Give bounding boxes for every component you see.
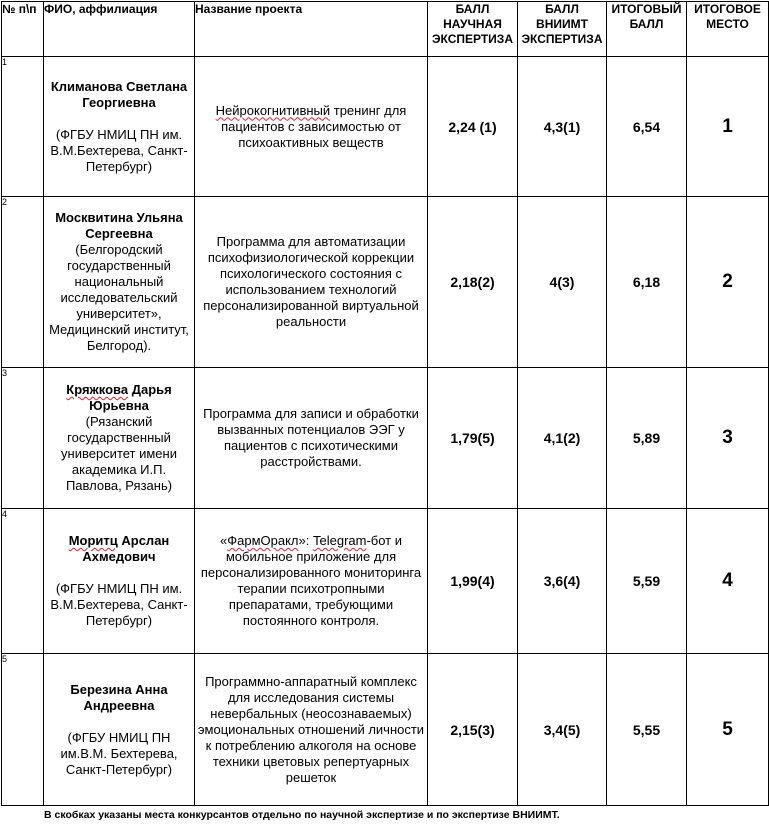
project-title-part: « <box>220 533 228 548</box>
participant-name: Москвитина Ульяна Сергеевна <box>55 210 183 241</box>
final-place: 3 <box>687 368 769 509</box>
participant-affiliation: (Белгородский государственный национальный исследовательский университет», Медицинский институт, Белгород). <box>49 242 189 353</box>
header-vniimt-score: БАЛЛ ВНИИМТ ЭКСПЕРТИЗА <box>518 2 607 57</box>
total-score: 5,55 <box>607 654 687 806</box>
project-title-part: -бот и мобильное приложение для персонализированного мониторинга терапии психотропными препаратами, требующими постоянного контроля. <box>200 533 422 628</box>
header-total-score: ИТОГОВЫЙ БАЛЛ <box>607 2 687 57</box>
row-num: 5 <box>2 654 44 806</box>
total-score: 5,59 <box>607 509 687 654</box>
participant-affiliation: (ФГБУ НМИЦ ПН им. В.М.Бехтерева, Санкт-Петербург) <box>50 581 188 628</box>
project-cell <box>195 509 428 654</box>
vniimt-score: 3,4(5) <box>518 654 607 806</box>
sci-score: 1,79(5) <box>428 368 518 509</box>
table-row <box>2 197 769 368</box>
table-row <box>2 57 769 197</box>
sci-score: 2,15(3) <box>428 654 518 806</box>
project-title: Программа для автоматизации психофизиологической коррекции психологического состояния с использованием технологий персонализированной виртуальной реальности <box>203 234 419 329</box>
participant-affiliation: (ФГБУ НМИЦ ПН им. В.М.Бехтерева, Санкт-Петербург) <box>50 126 188 174</box>
project-title-part: Нейрокогнитивный <box>215 102 331 118</box>
project-title: Программа для записи и обработки вызванных потенциалов ЭЭГ у пациентов с психотическими расстройствами. <box>203 406 419 469</box>
results-table <box>1 1 769 806</box>
participant-affiliation: (ФГБУ НМИЦ ПН им.В.М. Бехтерева, Санкт-Петербург) <box>60 729 178 777</box>
vniimt-score: 4,3(1) <box>518 57 607 197</box>
final-place: 5 <box>687 654 769 806</box>
participant-name <box>44 382 194 414</box>
project-title-part: »: <box>298 533 313 548</box>
final-place: 2 <box>687 197 769 368</box>
total-score: 5,89 <box>607 368 687 509</box>
table-row <box>2 368 769 509</box>
project-title: Программно-аппаратный комплекс для исследования системы невербальных (неосознаваемых) эмоциональных отношений личности к потреблению алкоголя на основе техники цветовых репертуарных решеток <box>197 673 425 785</box>
fio-cell <box>44 57 195 197</box>
fio-cell <box>44 654 195 806</box>
project-cell <box>195 57 428 197</box>
total-score: 6,54 <box>607 57 687 197</box>
project-cell <box>195 368 428 509</box>
final-place: 1 <box>687 57 769 197</box>
header-sci-score: БАЛЛ НАУЧНАЯ ЭКСПЕРТИЗА <box>428 2 518 57</box>
header-project: Название проекта <box>195 2 428 57</box>
header-place: ИТОГОВОЕ МЕСТО <box>687 2 769 57</box>
vniimt-score: 4(3) <box>518 197 607 368</box>
sci-score: 2,24 (1) <box>428 57 518 197</box>
participant-name: Березина Анна Андреевна <box>70 681 168 713</box>
row-num: 2 <box>2 197 44 368</box>
sci-score: 2,18(2) <box>428 197 518 368</box>
fio-cell <box>44 509 195 654</box>
table-row <box>2 509 769 654</box>
header-num: № п\п <box>2 2 44 57</box>
participant-name-part: Арслан Ахмедович <box>82 533 170 564</box>
project-title-part: Telegram <box>312 533 367 548</box>
vniimt-score: 4,1(2) <box>518 368 607 509</box>
participant-name-part: Моритц <box>68 533 118 548</box>
footnote: В скобках указаны места конкурсантов отдельно по научной экспертизе и по экспертизе ВНИИМТ. <box>44 809 560 821</box>
participant-name: Климанова Светлана Георгиевна <box>50 78 188 110</box>
fio-cell <box>44 368 195 509</box>
row-num: 4 <box>2 509 44 654</box>
row-num: 1 <box>2 57 44 197</box>
participant-affiliation: (Рязанский государственный университет имени академика И.П. Павлова, Рязань) <box>61 414 177 493</box>
participant-name-part: Дарья Юрьевна <box>89 382 172 413</box>
sci-score: 1,99(4) <box>428 509 518 654</box>
project-title-part: ФармОракл <box>227 533 299 548</box>
fio-cell <box>44 197 195 368</box>
header-row <box>2 2 769 57</box>
row-num: 3 <box>2 368 44 509</box>
participant-name <box>44 533 194 565</box>
project-cell <box>195 654 428 806</box>
total-score: 6,18 <box>607 197 687 368</box>
vniimt-score: 3,6(4) <box>518 509 607 654</box>
project-title-part: тренинг для пациентов с зависимостью от психоактивных веществ <box>221 102 407 150</box>
final-place: 4 <box>687 509 769 654</box>
table-row <box>2 654 769 806</box>
participant-name-part: Кряжкова <box>66 382 129 397</box>
project-cell <box>195 197 428 368</box>
header-fio: ФИО, аффилиация <box>44 2 195 57</box>
